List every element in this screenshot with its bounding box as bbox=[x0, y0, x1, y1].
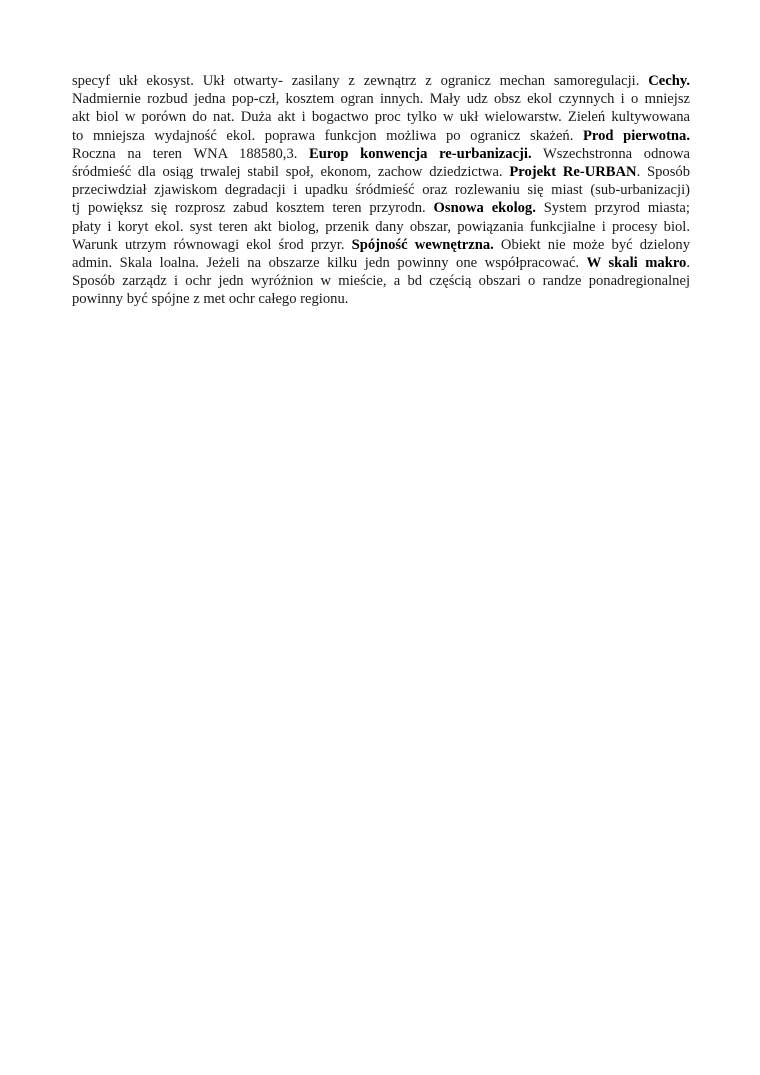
text-line bbox=[72, 127, 690, 145]
bold-heading-term: Cechy. bbox=[648, 73, 690, 89]
text-line bbox=[72, 163, 690, 181]
text-line bbox=[72, 272, 690, 290]
text-segment: śródmieść dla osiąg trwalej stabil społ, ekonom, zachow dziedzictwa. bbox=[72, 164, 510, 181]
text-segment: System przyrod miasta; bbox=[535, 200, 690, 217]
text-line bbox=[72, 236, 690, 254]
document-body-text bbox=[72, 72, 690, 309]
text-segment: Warunk utrzym równowagi ekol środ przyr. bbox=[72, 236, 352, 253]
text-segment: przeciwdział zjawiskom degradacji i upadku śródmieść oraz rozlewaniu się miast (sub-urbanizacji) bbox=[72, 182, 690, 199]
text-line bbox=[72, 181, 690, 199]
bold-heading-term: Osnowa ekolog. bbox=[433, 200, 536, 217]
text-segment: Sposób zarządz i ochr jedn wyróżnion w mieście, a bd częścią obszari o randze ponadregionalnej bbox=[72, 273, 690, 290]
text-line bbox=[72, 254, 690, 272]
text-line bbox=[72, 199, 690, 217]
text-segment: powinny być spójne z met ochr całego regionu. bbox=[72, 291, 349, 308]
text-line bbox=[72, 145, 690, 163]
text-segment: . bbox=[686, 255, 690, 272]
text-segment: to mniejsza wydajność ekol. poprawa funkcjon możliwa po ogranicz skażeń. bbox=[72, 127, 583, 144]
text-segment: Nadmiernie rozbud jedna pop-czł, kosztem ogran innych. Mały udz obsz ekol czynnych i o mniejsz bbox=[72, 91, 690, 108]
bold-heading-term: Prod pierwotna. bbox=[582, 127, 690, 144]
text-segment: . Sposób bbox=[636, 164, 691, 181]
text-segment: Roczna na teren WNA 188580,3. bbox=[72, 145, 310, 162]
text-segment: akt biol w porówn do nat. Duża akt i bogactwo proc tylko w ukł wielowarstw. Zieleń kultywowana bbox=[72, 109, 690, 126]
text-line bbox=[72, 72, 690, 90]
text-line bbox=[72, 108, 690, 126]
bold-heading-term: Europ konwencja re-urbanizacji. bbox=[309, 145, 532, 162]
text-segment: Obiekt nie może być dzielony bbox=[493, 236, 690, 253]
text-line bbox=[72, 290, 690, 308]
bold-heading-term: W skali makro bbox=[586, 255, 687, 272]
text-segment: admin. Skala loalna. Jeżeli na obszarze kilku jedn powinny one współpracować. bbox=[72, 255, 587, 272]
text-line bbox=[72, 90, 690, 108]
text-segment: Wszechstronna odnowa bbox=[531, 145, 690, 162]
text-line bbox=[72, 218, 690, 236]
text-segment: płaty i koryt ekol. syst teren akt biolog, przenik dany obszar, powiązania funkcjialne i procesy biol. bbox=[72, 218, 690, 235]
bold-heading-term: Spójność wewnętrzna. bbox=[351, 236, 494, 253]
text-segment: specyf ukł ekosyst. Ukł otwarty- zasilany z zewnątrz z ogranicz mechan samoregulacji. bbox=[72, 73, 649, 89]
bold-heading-term: Projekt Re-URBAN bbox=[509, 164, 637, 181]
text-segment: tj powiększ się rozprosz zabud kosztem teren przyrodn. bbox=[72, 200, 434, 217]
